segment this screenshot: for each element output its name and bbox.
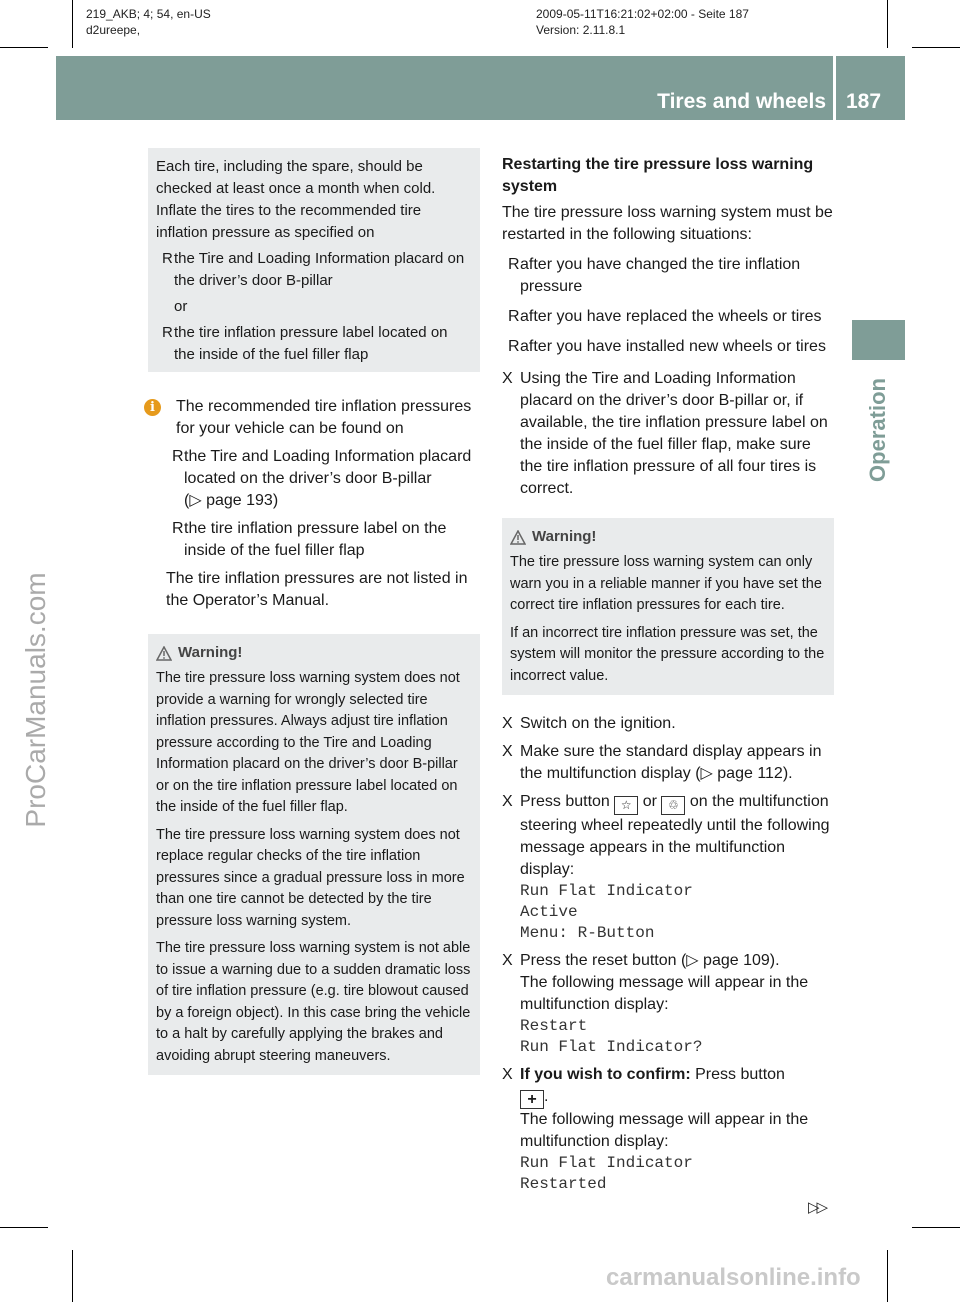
bullet-icon: R: [172, 520, 184, 537]
list-item: [502, 254, 834, 298]
print-meta-left: [86, 6, 211, 38]
side-tab: [852, 320, 905, 360]
list-item: [166, 518, 480, 562]
step-text: or: [642, 793, 657, 810]
step-marker-icon: X: [502, 793, 513, 810]
display-message: [520, 881, 834, 944]
plus-button-icon: +: [520, 1090, 544, 1109]
print-meta-right: [536, 6, 749, 38]
warning-icon: [510, 530, 526, 545]
tire-check-box: [148, 148, 480, 372]
step-condition: If you wish to confirm:: [520, 1066, 691, 1083]
crop-mark: [0, 1227, 48, 1228]
page-number: 187: [846, 90, 882, 113]
list-item-text: after you have replaced the wheels or tires: [520, 308, 822, 325]
warning-paragraph: The tire pressure loss warning system is not able to issue a warning due to a sudden dramatic loss of tire inflation pressure (e.g. tire blowout caused by a foreign object). In this case bring the vehicle to a halt by carefully applying the brakes and avoiding abrupt steering maneuvers.: [156, 940, 471, 1064]
display-message-line: Run Flat Indicator: [520, 1154, 693, 1172]
bullet-icon: R: [162, 250, 173, 267]
step-item: [502, 950, 834, 1058]
step-text: The following message will appear in the multifunction display:: [520, 1111, 809, 1150]
right-column: [502, 154, 834, 1195]
or-text: or: [174, 298, 188, 315]
step-marker-icon: X: [502, 743, 513, 760]
display-message-line: Menu: R-Button: [520, 924, 655, 942]
info-footer: The tire inflation pressures are not listed in the Operator’s Manual.: [166, 570, 468, 609]
crop-mark: [72, 0, 73, 48]
warning-box: [148, 634, 480, 1075]
step-text: Press button: [695, 1066, 785, 1083]
continue-icon: ▷▷: [808, 1199, 826, 1216]
crop-mark: [887, 1250, 888, 1302]
warning-title: Warning!: [178, 644, 243, 661]
display-message-line: Run Flat Indicator?: [520, 1038, 703, 1056]
bullet-icon: R: [162, 324, 173, 341]
meta-line: 219_AKB; 4; 54, en-US: [86, 7, 211, 21]
crop-mark: [0, 47, 48, 48]
page-reference: (▷ page 193): [184, 492, 279, 509]
step-marker-icon: X: [502, 370, 513, 387]
step-marker-icon: X: [502, 715, 513, 732]
step-text: Switch on the ignition.: [520, 715, 676, 732]
bullet-icon: R: [508, 256, 520, 273]
step-text: The following message will appear in the multifunction display:: [520, 974, 809, 1013]
list-item-text: the tire inflation pressure label on the inside of the fuel filler flap: [184, 520, 447, 559]
step-text: Press button: [520, 793, 610, 810]
crop-mark: [912, 47, 960, 48]
watermark: ProCarManuals.com: [20, 572, 51, 828]
step-item: [502, 741, 834, 785]
crop-mark: [887, 0, 888, 48]
warning-paragraph: The tire pressure loss warning system does not replace regular checks of the tire inflation pressures since a gradual pressure loss in more than one tire cannot be detected by the tire pressure loss warning system.: [156, 826, 465, 929]
display-message-line: Active: [520, 903, 578, 921]
display-message-line: Restarted: [520, 1175, 607, 1193]
step-text: Using the Tire and Loading Information placard on the driver’s door B-pillar or, if available, the tire inflation pressure label on the inside of the fuel filler flap, make sure the tire inflation pressure of all four tires is correct.: [520, 370, 828, 497]
crop-mark: [72, 1250, 73, 1302]
step-marker-icon: X: [502, 1066, 513, 1083]
section-intro: The tire pressure loss warning system must be restarted in the following situations:: [502, 204, 833, 243]
bullet-icon: R: [508, 308, 520, 325]
section-label: Operation: [865, 378, 890, 482]
meta-line: d2ureepe,: [86, 23, 141, 37]
step-text: Press the reset button (▷ page 109).: [520, 952, 780, 969]
list-item-text: after you have changed the tire inflation pressure: [520, 256, 801, 295]
down-button-icon: ♲: [661, 796, 685, 815]
list-item: [156, 322, 472, 366]
list-item: [166, 446, 480, 512]
display-message: [520, 1016, 834, 1058]
watermark-bottom: carmanualsonline.info: [606, 1264, 861, 1291]
step-marker-icon: X: [502, 952, 513, 969]
crop-mark: [912, 1227, 960, 1228]
list-item-text: the Tire and Loading Information placard on the driver’s door B-pillar: [174, 250, 465, 289]
warning-header: [156, 642, 472, 664]
info-icon: i: [144, 399, 161, 416]
warning-title: Warning!: [532, 528, 597, 545]
list-item: [502, 336, 834, 358]
display-message: [520, 1153, 834, 1195]
warning-icon: [156, 646, 172, 661]
warning-paragraph: The tire pressure loss warning system can only warn you in a reliable manner if you have set the correct tire inflation pressures for each tire.: [510, 554, 822, 613]
list-item-text: the tire inflation pressure label located on the inside of the fuel filler flap: [174, 324, 448, 363]
info-text: The recommended tire inflation pressures for your vehicle can be found on: [176, 398, 472, 437]
step-item: X If you wish to confirm: Press button + . The following message will appear in the multifunction display: Run Flat Indicator Restarted: [502, 1064, 834, 1195]
step-item: [502, 713, 834, 735]
list-item-text: the Tire and Loading Information placard located on the driver’s door B-pillar: [184, 448, 472, 487]
info-note: [148, 396, 480, 612]
warning-paragraph: The tire pressure loss warning system does not provide a warning for wrongly selected tire inflation pressures. Always adjust tire inflation pressure according to the Tire and Loading Information placard on the driver’s door B-pillar or on the tire inflation pressure label located on the inside of the fuel filler flap.: [156, 670, 460, 815]
warning-paragraph: If an incorrect tire inflation pressure was set, the system will monitor the pressure according to the incorrect value.: [510, 624, 825, 684]
left-column: [148, 148, 480, 1075]
list-item: [156, 248, 472, 292]
step-text: Make sure the standard display appears in the multifunction display (▷ page 112).: [520, 743, 822, 782]
section-heading: Restarting the tire pressure loss warning system: [502, 156, 814, 195]
up-button-icon: ☆: [614, 796, 638, 815]
meta-line: Version: 2.11.8.1: [536, 23, 626, 37]
list-item-text: after you have installed new wheels or tires: [520, 338, 826, 355]
step-item: [502, 368, 834, 500]
display-message-line: Restart: [520, 1017, 588, 1035]
box-intro: Each tire, including the spare, should be checked at least once a month when cold. Inflate the tires to the recommended tire inflation pressure as specified on: [156, 158, 436, 241]
warning-box: [502, 518, 834, 695]
warning-header: [510, 526, 826, 548]
page-title: Tires and wheels: [657, 90, 826, 113]
step-text: on the multifunction steering wheel repeatedly until the following message appears in the multifunction display:: [520, 793, 830, 878]
step-item: [502, 791, 834, 944]
display-message-line: Run Flat Indicator: [520, 882, 693, 900]
list-item: [502, 306, 834, 328]
meta-line: 2009-05-11T16:21:02+02:00 - Seite 187: [536, 7, 749, 21]
header-divider: [833, 56, 836, 120]
bullet-icon: R: [172, 448, 184, 465]
bullet-icon: R: [508, 338, 520, 355]
